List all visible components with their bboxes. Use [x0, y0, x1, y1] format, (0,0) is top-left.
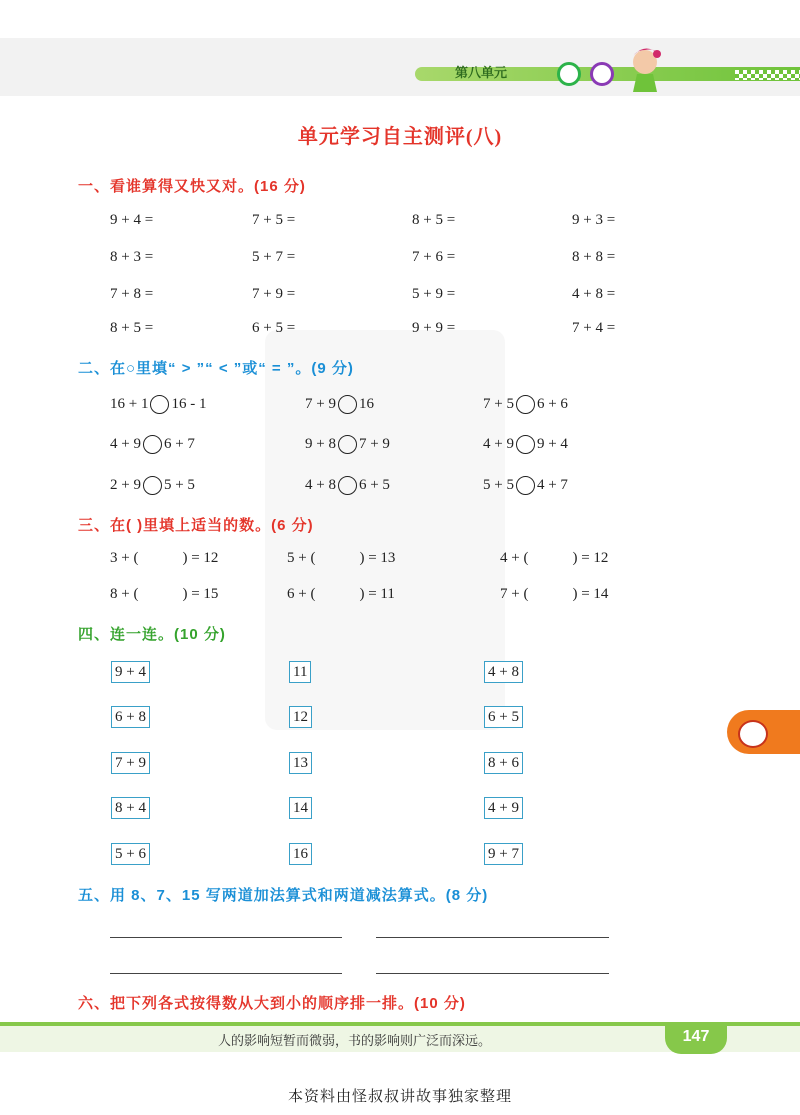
footer-quote: 人的影响短暂而微弱，书的影响则广泛而深远。 [218, 1033, 492, 1048]
cartoon-girl-icon [615, 42, 675, 97]
compare-circle[interactable] [143, 435, 162, 454]
compare-item: 5 + 5 4 + 7 [483, 476, 568, 495]
section-6-heading: 六、把下列各式按得数从大到小的顺序排一排。(10 分) [78, 995, 466, 1012]
answer-line[interactable] [376, 973, 609, 974]
q1-item: 4 + 8 = [572, 286, 616, 302]
compare-circle[interactable] [338, 476, 357, 495]
fill-blank-item: 7 + ( ) = 14 [500, 586, 609, 602]
compare-circle[interactable] [516, 476, 535, 495]
q1-item: 7 + 4 = [572, 320, 616, 336]
green-ring-icon [557, 62, 581, 86]
answer-line[interactable] [110, 973, 342, 974]
section-4-heading: 四、连一连。(10 分) [78, 626, 226, 643]
match-middle-box[interactable]: 16 [289, 843, 312, 865]
match-middle-box[interactable]: 11 [289, 661, 311, 683]
answer-line[interactable] [376, 937, 609, 938]
section-2-heading: 二、在○里填“ > ”“ < ”或“ = ”。(9 分) [78, 360, 354, 377]
q1-item: 8 + 5 = [110, 320, 154, 336]
match-middle-box[interactable]: 13 [289, 752, 312, 774]
match-right-box[interactable]: 4 + 8 [484, 661, 523, 683]
fill-blank-item: 5 + ( ) = 13 [287, 550, 396, 566]
compare-item: 9 + 8 7 + 9 [305, 435, 390, 454]
q1-item: 7 + 6 = [412, 249, 456, 265]
compare-item: 4 + 9 6 + 7 [110, 435, 195, 454]
match-right-box[interactable]: 8 + 6 [484, 752, 523, 774]
match-right-box[interactable]: 4 + 9 [484, 797, 523, 819]
section-3-heading: 三、在( )里填上适当的数。(6 分) [78, 517, 314, 534]
compare-item: 4 + 9 9 + 4 [483, 435, 568, 454]
unit-label: 第八单元 [455, 65, 508, 80]
fill-blank-item: 8 + ( ) = 15 [110, 586, 219, 602]
compare-item: 7 + 5 6 + 6 [483, 395, 568, 414]
q1-item: 7 + 8 = [110, 286, 154, 302]
fill-blank-item: 4 + ( ) = 12 [500, 550, 609, 566]
checker-pattern [735, 70, 800, 80]
match-left-box[interactable]: 5 + 6 [111, 843, 150, 865]
match-right-box[interactable]: 9 + 7 [484, 843, 523, 865]
cartoon-fox-icon [738, 720, 768, 748]
q1-item: 7 + 9 = [252, 286, 296, 302]
match-middle-box[interactable]: 14 [289, 797, 312, 819]
purple-ring-icon [590, 62, 614, 86]
section-5-heading: 五、用 8、7、15 写两道加法算式和两道减法算式。(8 分) [78, 887, 489, 904]
compare-item: 2 + 9 5 + 5 [110, 476, 195, 495]
section-1-heading: 一、看谁算得又快又对。(16 分) [78, 178, 306, 195]
compare-circle[interactable] [143, 476, 162, 495]
compare-item: 7 + 9 16 [305, 395, 374, 414]
compare-item: 16 + 1 16 - 1 [110, 395, 206, 414]
q1-item: 5 + 9 = [412, 286, 456, 302]
match-middle-box[interactable]: 12 [289, 706, 312, 728]
q1-item: 5 + 7 = [252, 249, 296, 265]
fill-blank-item: 3 + ( ) = 12 [110, 550, 219, 566]
compare-circle[interactable] [338, 435, 357, 454]
q1-item: 8 + 3 = [110, 249, 154, 265]
page-number: 147 [682, 1028, 710, 1045]
compare-circle[interactable] [516, 435, 535, 454]
q1-item: 9 + 3 = [572, 212, 616, 228]
match-left-box[interactable]: 7 + 9 [111, 752, 150, 774]
page-title: 单元学习自主测评(八) [297, 126, 503, 148]
q1-item: 7 + 5 = [252, 212, 296, 228]
q1-item: 9 + 4 = [110, 212, 154, 228]
q1-item: 6 + 5 = [252, 320, 296, 336]
compare-item: 4 + 8 6 + 5 [305, 476, 390, 495]
compare-circle[interactable] [150, 395, 169, 414]
compare-circle[interactable] [338, 395, 357, 414]
answer-line[interactable] [110, 937, 342, 938]
q1-item: 8 + 5 = [412, 212, 456, 228]
fill-blank-item: 6 + ( ) = 11 [287, 586, 395, 602]
match-left-box[interactable]: 8 + 4 [111, 797, 150, 819]
q1-item: 8 + 8 = [572, 249, 616, 265]
match-left-box[interactable]: 6 + 8 [111, 706, 150, 728]
match-right-box[interactable]: 6 + 5 [484, 706, 523, 728]
compare-circle[interactable] [516, 395, 535, 414]
credit-line: 本资料由怪叔叔讲故事独家整理 [287, 1088, 512, 1105]
q1-item: 9 + 9 = [412, 320, 456, 336]
match-left-box[interactable]: 9 + 4 [111, 661, 150, 683]
